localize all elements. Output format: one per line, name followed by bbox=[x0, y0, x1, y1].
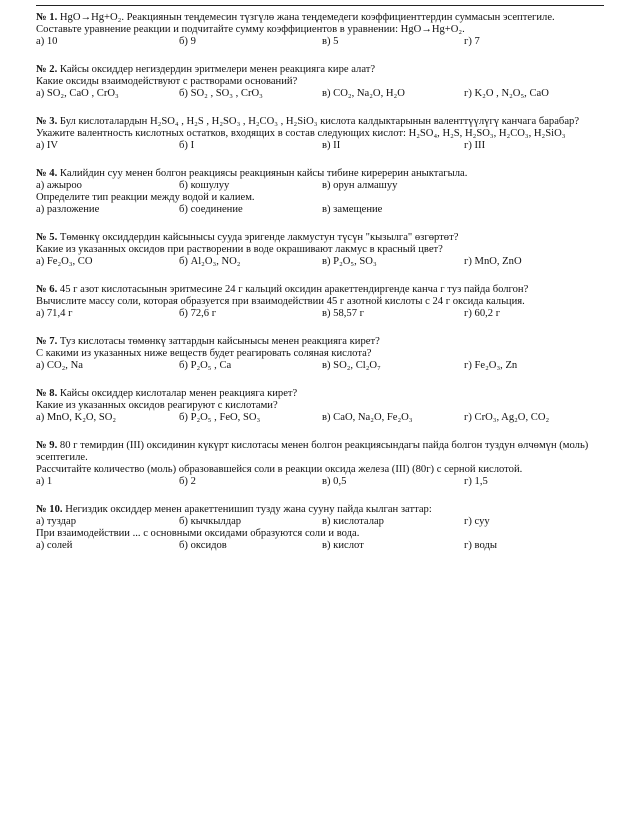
question-text: Какие из указанных оксидов реагируют с кислотами? bbox=[36, 400, 278, 411]
answer-option: а) ажыроо bbox=[36, 180, 82, 191]
answer-options bbox=[36, 140, 610, 152]
question-block bbox=[36, 12, 610, 48]
question-number: № 1. bbox=[36, 12, 58, 23]
answer-options bbox=[36, 88, 610, 100]
question-number: № 2. bbox=[36, 64, 58, 75]
question-text bbox=[36, 12, 610, 24]
answer-option: в) CaO, Na₂O, Fe₂O₃ bbox=[322, 412, 413, 423]
answer-options bbox=[36, 204, 610, 216]
question-block bbox=[36, 116, 610, 152]
answer-options bbox=[36, 516, 610, 528]
answer-option: б) Al₂O₃, NO₂ bbox=[179, 256, 241, 267]
answer-options bbox=[36, 256, 610, 268]
question-text-ky: Калийдин суу менен болгон реакциясы реакциянын кайсы тибине киререрин аныктагыла. bbox=[59, 168, 468, 179]
answer-option: г) 7 bbox=[464, 36, 480, 47]
question-block bbox=[36, 336, 610, 372]
question-text-ky: Бул кислоталардын H₂SO₄ , H₂S , H₂SO₃ , H₂CO₃ , H₂SiO₃ кислота калдыктарынын валенттүүлүгү канчага барабар? bbox=[59, 116, 580, 127]
question-text bbox=[36, 336, 610, 348]
answer-option: в) 58,57 г bbox=[322, 308, 365, 319]
question-text: Укажите валентность кислотных остатков, входящих в состав следующих кислот: H₂SO₄, H₂S, H₂SO₃, H₂CO₃, H₂SiO₃ bbox=[36, 128, 566, 139]
answer-options bbox=[36, 308, 610, 320]
answer-options bbox=[36, 412, 610, 424]
question-text: Вычислите массу соли, которая образуется при взаимодействии 45 г азотной кислоты с 24 г оксида кальция. bbox=[36, 296, 525, 307]
question-text bbox=[36, 440, 610, 464]
answer-option: б) 9 bbox=[179, 36, 196, 47]
answer-options bbox=[36, 180, 610, 192]
question-number: № 4. bbox=[36, 168, 58, 179]
answer-option: б) кошулуу bbox=[179, 180, 230, 191]
question-text: Определите тип реакции между водой и калием. bbox=[36, 192, 255, 203]
question-text: С какими из указанных ниже веществ будет реагировать соляная кислота? bbox=[36, 348, 372, 359]
answer-option: а) IV bbox=[36, 140, 59, 151]
answer-option: г) 1,5 bbox=[464, 476, 488, 487]
question-block bbox=[36, 440, 610, 488]
answer-option: а) 10 bbox=[36, 36, 58, 47]
answer-option: в) P₂O₅, SO₃ bbox=[322, 256, 377, 267]
answer-option: б) кычкылдар bbox=[179, 516, 242, 527]
question-text: Какие из указанных оксидов при растворении в воде окрашивают лакмус в красный цвет? bbox=[36, 244, 443, 255]
question-number: № 8. bbox=[36, 388, 58, 399]
answer-option: а) SO₂, CaO , CrO₃ bbox=[36, 88, 119, 99]
question-number: № 5. bbox=[36, 232, 58, 243]
question-text bbox=[36, 64, 610, 76]
question-number: № 3. bbox=[36, 116, 58, 127]
answer-option: б) SO₂ , SO₃ , CrO₃ bbox=[179, 88, 263, 99]
question-text bbox=[36, 504, 610, 516]
answer-option: в) 0,5 bbox=[322, 476, 347, 487]
answer-option bbox=[464, 204, 584, 216]
question-text-ky: 80 г темирдин (III) оксидинин күкүрт кислотасы менен болгон реакциясындагы пайда болгон туздун өлчөмүн (моль) эсептегиле. bbox=[36, 440, 589, 463]
question-number: № 10. bbox=[36, 504, 63, 515]
question-text-ky: Кайсы оксиддер кислоталар менен реакцияга кирет? bbox=[59, 388, 298, 399]
answer-option: г) CrO₃, Ag₂O, CO₂ bbox=[464, 412, 550, 423]
question-text-ky: 45 г азот кислотасынын эритмесине 24 г кальций оксидин аракеттендиргенде канча г туз пайда болгон? bbox=[59, 284, 529, 295]
answer-options bbox=[36, 476, 610, 488]
answer-option: а) MnO, K₂O, SO₂ bbox=[36, 412, 117, 423]
answer-option: в) 5 bbox=[322, 36, 339, 47]
answer-option: б) P₂O₅ , FeO, SO₃ bbox=[179, 412, 261, 423]
question-block bbox=[36, 504, 610, 552]
answer-option: а) CO₂, Na bbox=[36, 360, 83, 371]
answer-option: в) кислоталар bbox=[322, 516, 384, 527]
answer-option: в) орун алмашуу bbox=[322, 180, 398, 191]
answer-option: г) Fe₂O₃, Zn bbox=[464, 360, 518, 371]
answer-option: в) замещение bbox=[322, 204, 383, 215]
answer-option: б) соединение bbox=[179, 204, 243, 215]
answer-option: г) MnO, ZnO bbox=[464, 256, 522, 267]
answer-option: а) туздар bbox=[36, 516, 77, 527]
answer-option: а) 71,4 г bbox=[36, 308, 73, 319]
question-text-ky: Туз кислотасы төмөнкү заттардын кайсынысы менен реакцияга кирет? bbox=[59, 336, 380, 347]
question-number: № 9. bbox=[36, 440, 58, 451]
answer-option: в) SO₂, Cl₂O₇ bbox=[322, 360, 381, 371]
answer-option: а) 1 bbox=[36, 476, 53, 487]
top-rule bbox=[36, 5, 604, 6]
question-block bbox=[36, 388, 610, 424]
question-block bbox=[36, 64, 610, 100]
question-text: Рассчитайте количество (моль) образовавшейся соли в реакции оксида железа (III) (80г) с серной кислотой. bbox=[36, 464, 523, 475]
question-text-ky: HgO→Hg+O₂. Реакциянын теңдемесин түзгүлө жана теңдемедеги коэффициенттердин суммасын эсептегиле. bbox=[59, 12, 555, 23]
question-number: № 7. bbox=[36, 336, 58, 347]
answer-option: г) воды bbox=[464, 540, 497, 551]
answer-option: б) I bbox=[179, 140, 195, 151]
answer-option: а) Fe₂O₃, CO bbox=[36, 256, 93, 267]
question-block bbox=[36, 284, 610, 320]
question-text-ky: Кайсы оксиддер негиздердин эритмелери менен реакцияга кире алат? bbox=[59, 64, 376, 75]
answer-option: б) 72,6 г bbox=[179, 308, 217, 319]
answer-option: б) оксидов bbox=[179, 540, 227, 551]
question-block bbox=[36, 232, 610, 268]
question-text-ky: Негиздик оксиддер менен аракеттенишип тузду жана сууну пайда кылган заттар: bbox=[65, 504, 432, 515]
answer-option: б) 2 bbox=[179, 476, 196, 487]
answer-option bbox=[464, 180, 584, 192]
answer-option: г) 60,2 г bbox=[464, 308, 501, 319]
answer-option: б) P₂O₅ , Ca bbox=[179, 360, 232, 371]
answer-options bbox=[36, 360, 610, 372]
question-text bbox=[36, 116, 610, 128]
question-text bbox=[36, 168, 610, 180]
question-text: При взаимодействии ... с основными оксидами образуются соли и вода. bbox=[36, 528, 360, 539]
question-text bbox=[36, 232, 610, 244]
answer-option: в) II bbox=[322, 140, 341, 151]
answer-option: а) солей bbox=[36, 540, 73, 551]
answer-option: г) суу bbox=[464, 516, 490, 527]
question-text bbox=[36, 284, 610, 296]
answer-option: г) III bbox=[464, 140, 486, 151]
question-text: Составьте уравнение реакции и подчитайте сумму коэффициентов в уравнении: HgO→Hg+O₂. bbox=[36, 24, 465, 35]
answer-option: в) CO₂, Na₂O, H₂O bbox=[322, 88, 405, 99]
question-number: № 6. bbox=[36, 284, 58, 295]
answer-options bbox=[36, 36, 610, 48]
question-text bbox=[36, 388, 610, 400]
answer-option: в) кислот bbox=[322, 540, 364, 551]
worksheet bbox=[36, 12, 610, 568]
question-text: Какие оксиды взаимодействуют с растворами оснований? bbox=[36, 76, 298, 87]
answer-options bbox=[36, 540, 610, 552]
question-block bbox=[36, 168, 610, 216]
answer-option: а) разложение bbox=[36, 204, 100, 215]
question-text-ky: Төмөнкү оксиддердин кайсынысы сууда эригенде лакмустун түсүн "кызылга" өзгөртөт? bbox=[59, 232, 459, 243]
answer-option: г) K₂O , N₂O₅, CaO bbox=[464, 88, 549, 99]
